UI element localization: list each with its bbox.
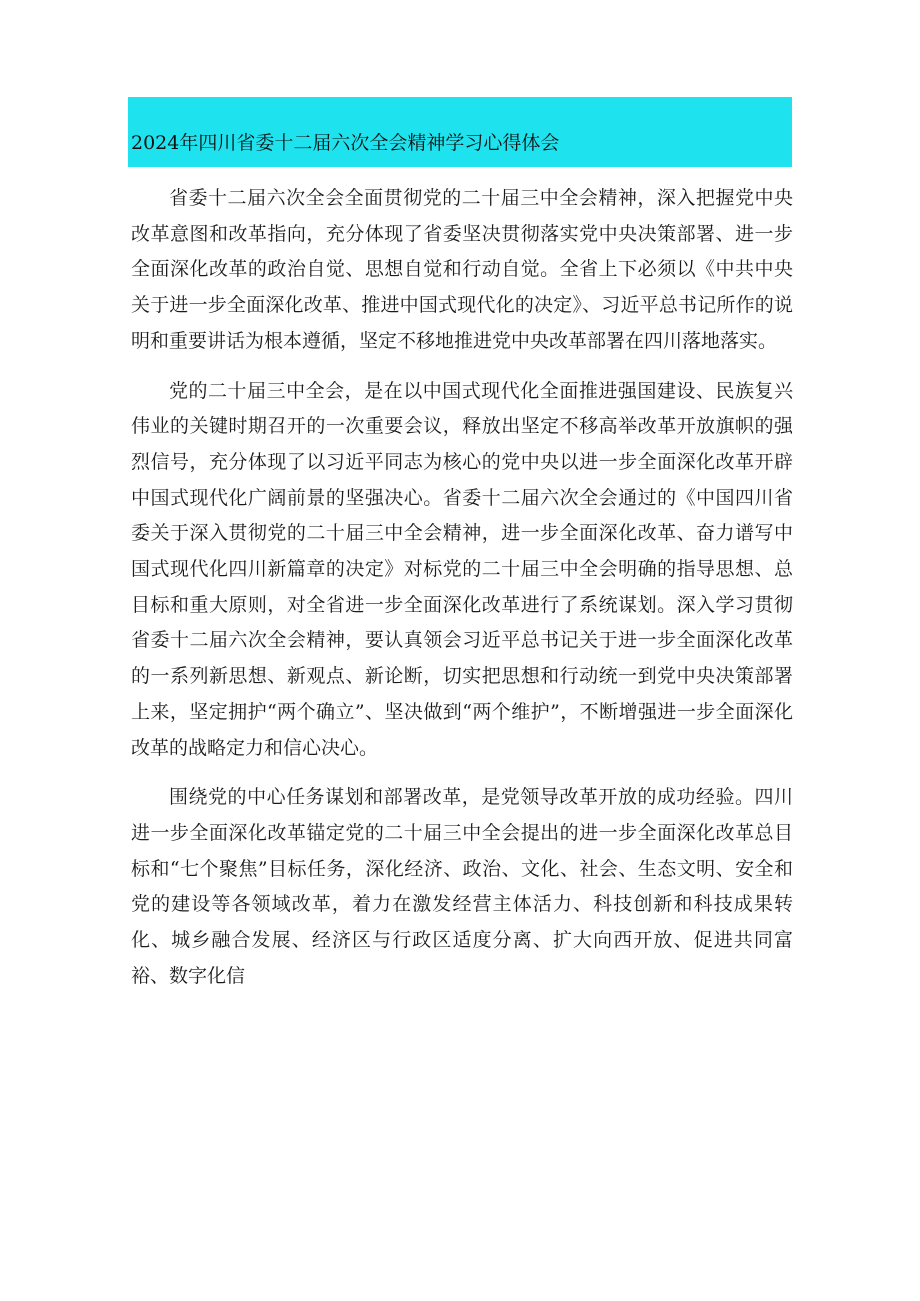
document-body: [131, 181, 793, 1008]
paragraph-2: 党的二十届三中全会，是在以中国式现代化全面推进强国建设、民族复兴伟业的关键时期召开的一次重要会议，释放出坚定不移高举改革开放旗帜的强烈信号，充分体现了以习近平同志为核心的党中央以进一步全面深化改革开辟中国式现代化广阔前景的坚强决心。省委十二届六次全会通过的《中国四川省委关于深入贯彻党的二十届三中全会精神，进一步全面深化改革、奋力谱写中国式现代化四川新篇章的决定》对标党的二十届三中全会明确的指导思想、总目标和重大原则，对全省进一步全面深化改革进行了系统谋划。深入学习贯彻省委十二届六次全会精神，要认真领会习近平总书记关于进一步全面深化改革的一系列新思想、新观点、新论断，切实把思想和行动统一到党中央决策部署上来，坚定拥护“两个确立”、坚决做到“两个维护”，不断增强进一步全面深化改革的战略定力和信心决心。: [131, 379, 793, 759]
paragraph-1: 省委十二届六次全会全面贯彻党的二十届三中全会精神，深入把握党中央改革意图和改革指向，充分体现了省委坚决贯彻落实党中央决策部署、进一步全面深化改革的政治自觉、思想自觉和行动自觉。全省上下必须以《中共中央关于进一步全面深化改革、推进中国式现代化的决定》、习近平总书记所作的说明和重要讲话为根本遵循，坚定不移地推进党中央改革部署在四川落地落实。: [131, 187, 793, 352]
document-title: 2024年四川省委十二届六次全会精神学习心得体会: [131, 132, 560, 154]
paragraph-3: 围绕党的中心任务谋划和部署改革，是党领导改革开放的成功经验。四川进一步全面深化改革锚定党的二十届三中全会提出的进一步全面深化改革总目标和“七个聚焦”目标任务，深化经济、政治、文化、社会、生态文明、安全和党的建设等各领域改革，着力在激发经营主体活力、科技创新和科技成果转化、城乡融合发展、经济区与行政区适度分离、扩大向西开放、促进共同富裕、数字化信: [131, 786, 793, 987]
